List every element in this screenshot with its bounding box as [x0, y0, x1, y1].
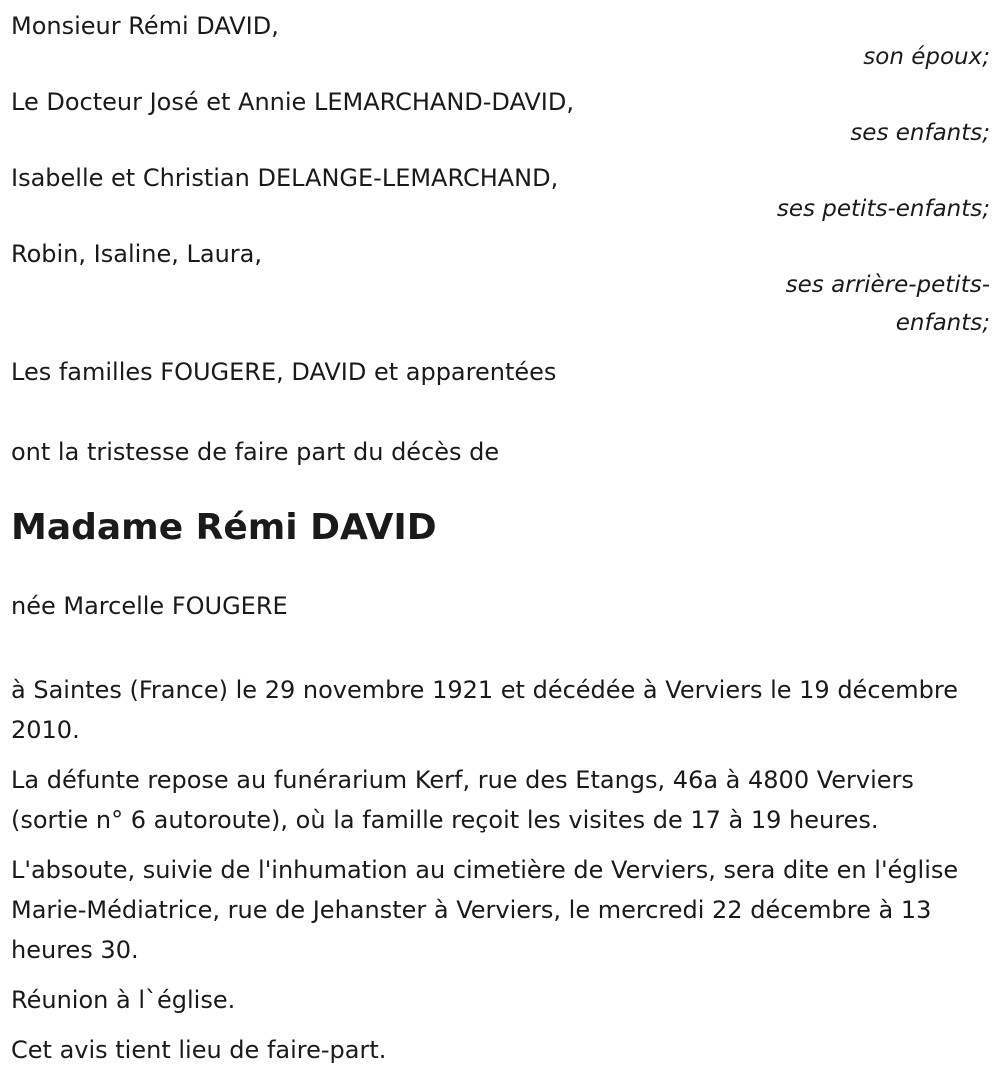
- family-member-name: Isabelle et Christian DELANGE-LEMARCHAND,: [11, 164, 559, 192]
- family-member-name: Robin, Isaline, Laura,: [11, 240, 263, 268]
- notice-disclaimer: Cet avis tient lieu de faire-part.: [11, 1036, 387, 1064]
- visitation-details: La défunte repose au funérarium Kerf, rue des Etangs, 46a à 4800 Verviers (sortie n° 6 autoroute), où la famille reçoit les visites de 17 à 19 heures.: [11, 766, 914, 834]
- family-relation: ses enfants;: [850, 120, 990, 146]
- reception-note: Réunion à l`église.: [11, 986, 236, 1014]
- funeral-details: L'absoute, suivie de l'inhumation au cimetière de Verviers, sera dite en l'église Marie-Médiatrice, rue de Jehanster à Verviers, le mercredi 22 décembre à 13 heures 30.: [11, 856, 959, 964]
- extended-families: Les familles FOUGERE, DAVID et apparentées: [11, 358, 557, 386]
- maiden-name: née Marcelle FOUGERE: [11, 592, 288, 620]
- family-entry-children: [11, 86, 990, 152]
- family-entry-spouse: [11, 10, 990, 76]
- family-relation: son époux;: [863, 44, 990, 70]
- family-member-name: Monsieur Rémi DAVID,: [11, 12, 279, 40]
- family-relation: ses petits-enfants;: [776, 196, 990, 222]
- announcement-intro: ont la tristesse de faire part du décès de: [11, 438, 500, 466]
- family-member-name: Le Docteur José et Annie LEMARCHAND-DAVID,: [11, 88, 574, 116]
- birth-death-details: à Saintes (France) le 29 novembre 1921 et décédée à Verviers le 19 décembre 2010.: [11, 676, 959, 744]
- family-entry-great-grandchildren: [11, 238, 990, 342]
- family-list: [11, 0, 990, 342]
- family-relation: ses arrière-petits-enfants;: [785, 272, 990, 336]
- deceased-name: Madame Rémi DAVID: [11, 507, 437, 548]
- family-entry-grandchildren: [11, 162, 990, 228]
